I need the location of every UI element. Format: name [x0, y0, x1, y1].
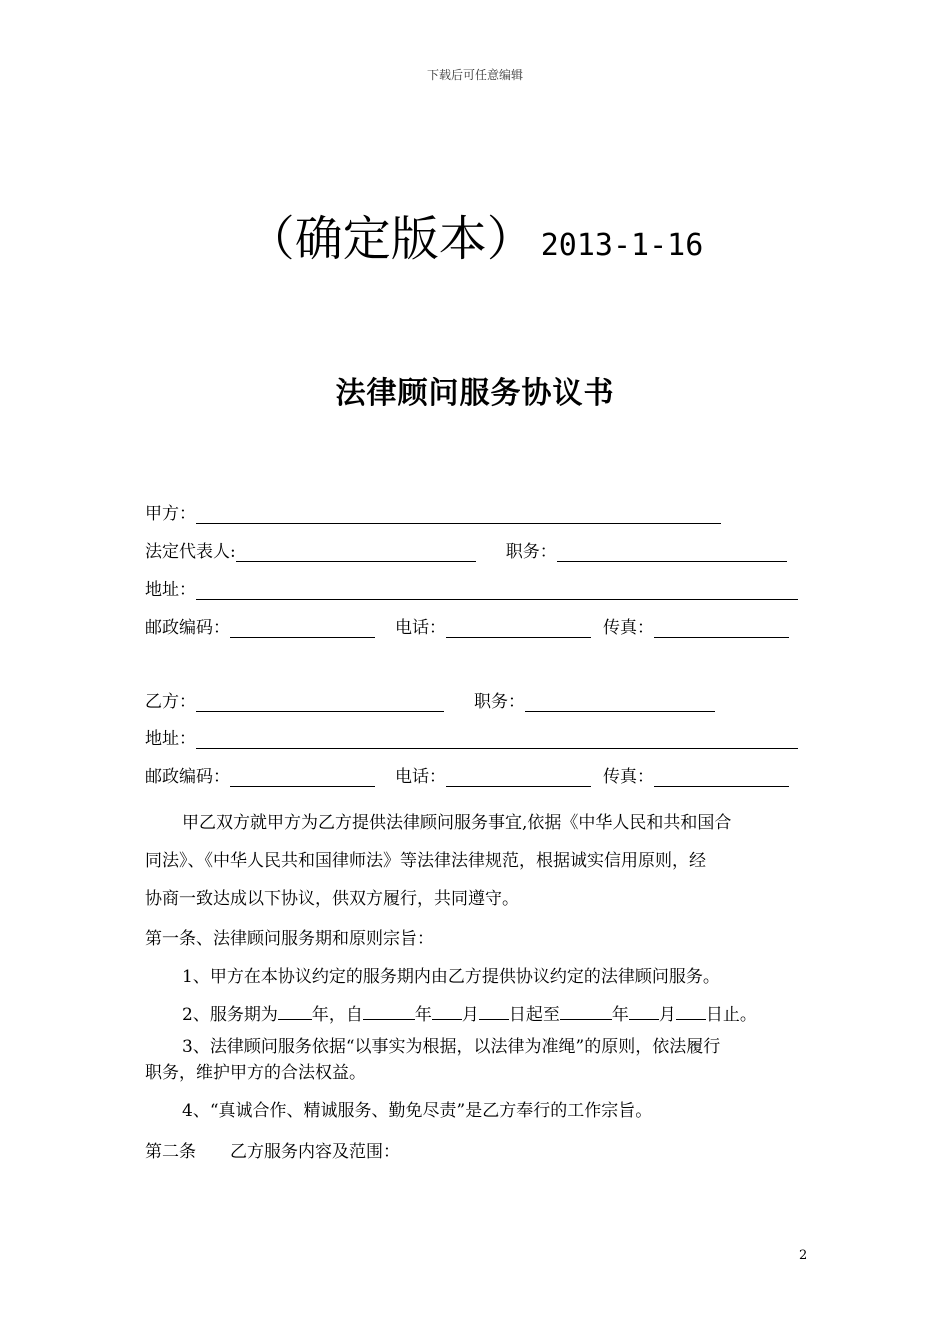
party-a-contact-row — [145, 610, 805, 638]
intro-line-1: 甲乙双方就甲方为乙方提供法律顾问服务事宜,依据《中华人民和共和国合 — [182, 813, 732, 833]
party-a-address-label: 地址： — [145, 580, 196, 600]
party-a-rep-label: 法定代表人: — [145, 542, 236, 562]
item-3-line-2: 职务，维护甲方的合法权益。 — [145, 1063, 366, 1083]
party-b-blank[interactable] — [196, 691, 444, 712]
version-title — [0, 200, 950, 269]
party-b-address-row — [145, 721, 805, 749]
item-3-line-1: 3、法律顾问服务依据“以事实为根据，以法律为准绳”的原则，依法履行 — [182, 1037, 721, 1057]
party-a-row — [145, 496, 805, 524]
term-text-5: 日起至 — [508, 1005, 560, 1025]
party-b-position-label: 职务： — [474, 692, 525, 712]
term-text-6: 年 — [611, 1005, 629, 1025]
term-text-1: 2、服务期为 — [182, 1005, 278, 1025]
party-a-fax-label: 传真： — [603, 618, 654, 638]
party-a-phone-blank[interactable] — [446, 617, 591, 638]
party-b-position-blank[interactable] — [525, 691, 715, 712]
party-b-row — [145, 684, 805, 712]
article-1-item-2 — [145, 996, 805, 1034]
term-text-8: 日止。 — [705, 1005, 757, 1025]
party-a-blank[interactable] — [196, 503, 721, 524]
end-day-blank[interactable] — [676, 1001, 706, 1020]
party-a-rep-row — [145, 534, 805, 562]
party-a-address-row — [145, 572, 805, 600]
article-1-item-3 — [145, 1034, 805, 1086]
party-b-contact-row — [145, 759, 805, 787]
end-month-blank[interactable] — [629, 1001, 659, 1020]
party-b-address-blank[interactable] — [196, 728, 798, 749]
party-a-label: 甲方： — [145, 504, 196, 524]
party-b-fax-blank[interactable] — [654, 766, 789, 787]
party-b-phone-label: 电话： — [395, 767, 446, 787]
term-text-7: 月 — [658, 1005, 676, 1025]
party-a-postcode-blank[interactable] — [230, 617, 375, 638]
party-a-rep-blank[interactable] — [236, 541, 476, 562]
start-year-blank[interactable] — [363, 1001, 415, 1020]
page-header: 下载后可任意编辑 — [426, 68, 523, 82]
end-year-blank[interactable] — [560, 1001, 612, 1020]
intro-paragraph — [145, 804, 805, 918]
article-1-title: 第一条、法律顾问服务期和原则宗旨： — [145, 929, 434, 949]
party-b-postcode-label: 邮政编码： — [145, 767, 230, 787]
party-a-fax-blank[interactable] — [654, 617, 789, 638]
party-a-position-blank[interactable] — [557, 541, 787, 562]
party-a-postcode-label: 邮政编码： — [145, 618, 230, 638]
party-a-address-blank[interactable] — [196, 579, 798, 600]
intro-line-2: 同法》、《中华人民共和国律师法》等法律法律规范，根据诚实信用原则，经 — [145, 851, 706, 871]
party-b-fax-label: 传真： — [603, 767, 654, 787]
page-number: 2 — [799, 1248, 808, 1263]
start-month-blank[interactable] — [432, 1001, 462, 1020]
party-a-position-label: 职务： — [505, 542, 557, 562]
article-1-item-1: 1、甲方在本协议约定的服务期内由乙方提供协议约定的法律顾问服务。 — [182, 967, 720, 987]
version-date: 2013-1-16 — [540, 228, 704, 263]
party-b-phone-blank[interactable] — [446, 766, 591, 787]
term-text-3: 年 — [414, 1005, 432, 1025]
intro-line-3: 协商一致达成以下协议，供双方履行，共同遵守。 — [145, 889, 519, 909]
document-title: 法律顾问服务协议书 — [335, 376, 615, 411]
version-label: （确定版本） — [246, 211, 535, 267]
party-b-postcode-blank[interactable] — [230, 766, 375, 787]
article-2-title: 第二条 乙方服务内容及范围： — [145, 1142, 400, 1162]
party-a-phone-label: 电话： — [395, 618, 446, 638]
term-years-blank[interactable] — [278, 1001, 312, 1020]
article-1-item-4: 4、“真诚合作、精诚服务、勤免尽责”是乙方奉行的工作宗旨。 — [182, 1101, 653, 1121]
start-day-blank[interactable] — [479, 1001, 509, 1020]
party-b-label: 乙方： — [145, 692, 196, 712]
term-text-2: 年，自 — [311, 1005, 363, 1025]
term-text-4: 月 — [461, 1005, 479, 1025]
party-b-address-label: 地址： — [145, 729, 196, 749]
